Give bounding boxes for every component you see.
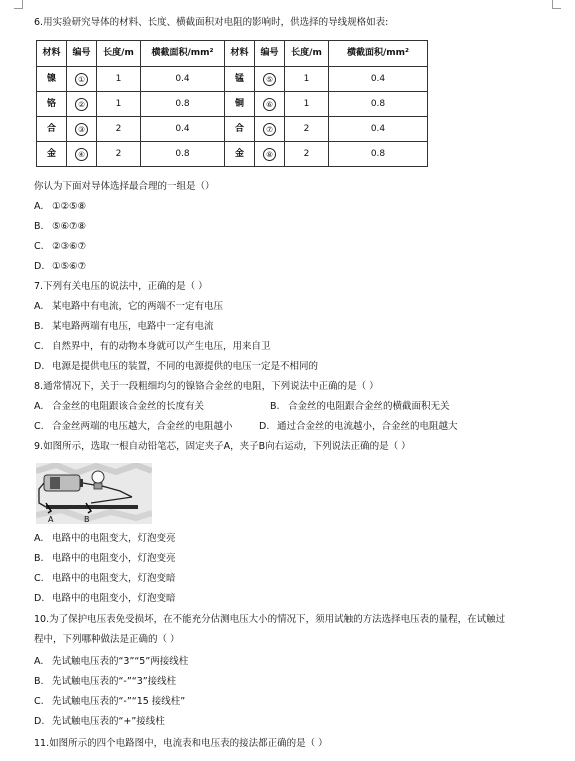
option-text: 通过合金丝的电流越小，合金丝的电阻越大 xyxy=(277,421,458,432)
q7-option-b xyxy=(34,321,214,333)
q9-option-b xyxy=(34,553,176,565)
material-char: 金 xyxy=(37,142,67,167)
wire-id: ① xyxy=(75,73,88,86)
q11-stem: 11.如图所示的四个电路图中，电流表和电压表的接法都正确的是（ ） xyxy=(34,738,328,749)
option-label: D. xyxy=(34,716,45,727)
option-text: 合金丝的电阻跟该合金丝的长度有关 xyxy=(52,401,205,412)
wire-spec-table xyxy=(36,40,428,167)
option-text: 先试触电压表的“+”接线柱 xyxy=(52,716,165,727)
circuit-illustration xyxy=(36,463,152,524)
option-label: B. xyxy=(270,401,280,412)
option-text: 电源是提供电压的装置，不同的电源提供的电压一定是不相同的 xyxy=(52,361,319,372)
option-label: C. xyxy=(34,341,44,352)
length-cell: 2 xyxy=(97,142,141,167)
q9-option-c xyxy=(34,573,176,585)
option-label: A. xyxy=(34,401,44,412)
header-cell: 横截面积/mm² xyxy=(329,41,428,67)
option-label: B. xyxy=(34,221,44,232)
q8-stem: 8.通常情况下，关于一段粗细均匀的镍铬合金丝的电阻，下列说法中正确的是（ ） xyxy=(34,381,379,392)
wire-id: ⑧ xyxy=(263,148,276,161)
q6-option-a xyxy=(34,201,86,213)
option-text: 先试触电压表的“-”“15 接线柱” xyxy=(52,696,186,707)
option-text: 电路中的电阻变大，灯泡变亮 xyxy=(52,533,176,544)
q10-stem-line1: 10.为了保护电压表免受损坏，在不能充分估测电压大小的情况下，须用试触的方法选择电压表的量程，在试触过 xyxy=(34,614,506,625)
q9-option-a xyxy=(34,533,176,545)
option-label: C. xyxy=(34,421,44,432)
q10-option-d xyxy=(34,716,165,728)
wire-id: ⑥ xyxy=(263,98,276,111)
option-text: 电路中的电阻变大，灯泡变暗 xyxy=(52,573,176,584)
pencil-lead-circuit-figure xyxy=(36,463,152,524)
q7-option-d xyxy=(34,361,318,373)
q10-stem-line2: 程中，下列哪种做法是正确的（ ） xyxy=(34,634,180,645)
q6-option-b xyxy=(34,221,86,233)
header-cell: 长度/m xyxy=(285,41,329,67)
option-text: 先试触电压表的“-”“3”接线柱 xyxy=(52,676,177,687)
option-text: 自然界中，有的动物本身就可以产生电压，用来自卫 xyxy=(52,341,271,352)
wire-id-cell xyxy=(67,67,97,92)
area-cell: 0.8 xyxy=(329,92,428,117)
q9-stem: 9.如图所示，选取一根自动铅笔芯，固定夹子A，夹子B向右运动，下列说法正确的是（ ） xyxy=(34,441,411,452)
option-text: 合金丝的电阻跟合金丝的横截面积无关 xyxy=(288,401,450,412)
page-corner-mark-right xyxy=(552,0,561,9)
q6-stem: 6.用实验研究导体的材料、长度、横截面积对电阻的影响时，供选择的导线规格如表: xyxy=(34,17,389,28)
q10-option-c xyxy=(34,696,185,708)
area-cell: 0.8 xyxy=(141,142,225,167)
wire-id-cell xyxy=(255,117,285,142)
wire-id-cell xyxy=(255,142,285,167)
material-char: 铬 xyxy=(37,92,67,117)
header-cell: 编号 xyxy=(255,41,285,67)
area-cell: 0.8 xyxy=(141,92,225,117)
wire-id: ④ xyxy=(75,148,88,161)
header-cell: 材料 xyxy=(37,41,67,67)
material-char: 合 xyxy=(225,117,255,142)
option-text: ①②⑤⑧ xyxy=(52,201,87,212)
wire-id-cell xyxy=(67,117,97,142)
option-text: 合金丝两端的电压越大，合金丝的电阻越小 xyxy=(52,421,233,432)
material-char: 金 xyxy=(225,142,255,167)
q10-option-a xyxy=(34,656,188,668)
length-cell: 1 xyxy=(285,92,329,117)
header-cell: 编号 xyxy=(67,41,97,67)
table-header-row xyxy=(37,41,428,67)
option-label: A. xyxy=(34,656,44,667)
option-text: 某电路中有电流，它的两端不一定有电压 xyxy=(52,301,224,312)
wire-id-cell xyxy=(67,92,97,117)
table-row xyxy=(37,67,428,92)
option-text: 某电路两端有电压，电路中一定有电流 xyxy=(52,321,214,332)
wire-id: ② xyxy=(75,98,88,111)
clip-b-label: B xyxy=(84,515,90,524)
option-text: ②③⑥⑦ xyxy=(52,241,87,252)
clip-a-label: A xyxy=(48,515,54,524)
q8-option-c xyxy=(34,421,233,433)
option-label: A. xyxy=(34,533,44,544)
wire-id-cell xyxy=(255,67,285,92)
wire-id-cell xyxy=(255,92,285,117)
option-label: D. xyxy=(259,421,270,432)
material-char: 铜 xyxy=(225,92,255,117)
header-cell: 长度/m xyxy=(97,41,141,67)
option-label: B. xyxy=(34,553,44,564)
material-char: 镍 xyxy=(37,67,67,92)
wire-id: ⑤ xyxy=(263,73,276,86)
table-row xyxy=(37,142,428,167)
page-corner-mark-left xyxy=(14,0,23,9)
material-char: 合 xyxy=(37,117,67,142)
option-label: D. xyxy=(34,593,45,604)
wire-id: ③ xyxy=(75,123,88,136)
q6-option-d xyxy=(34,261,86,273)
option-label: A. xyxy=(34,301,44,312)
length-cell: 2 xyxy=(285,117,329,142)
option-text: 电路中的电阻变小，灯泡变暗 xyxy=(52,593,176,604)
option-text: ①⑤⑥⑦ xyxy=(52,261,87,272)
length-cell: 2 xyxy=(97,117,141,142)
length-cell: 1 xyxy=(285,67,329,92)
length-cell: 2 xyxy=(285,142,329,167)
option-text: ⑤⑥⑦⑧ xyxy=(52,221,87,232)
q6-option-c xyxy=(34,241,86,253)
q8-option-d xyxy=(259,421,458,433)
option-label: C. xyxy=(34,241,44,252)
option-label: B. xyxy=(34,676,44,687)
option-label: D. xyxy=(34,361,45,372)
area-cell: 0.4 xyxy=(329,117,428,142)
option-label: C. xyxy=(34,696,44,707)
length-cell: 1 xyxy=(97,92,141,117)
header-cell: 横截面积/mm² xyxy=(141,41,225,67)
length-cell: 1 xyxy=(97,67,141,92)
q7-stem: 7.下列有关电压的说法中，正确的是（ ） xyxy=(34,281,208,292)
option-text: 先试触电压表的“3”“5”两接线柱 xyxy=(52,656,189,667)
q8-option-b xyxy=(270,401,450,413)
option-label: D. xyxy=(34,261,45,272)
q9-option-d xyxy=(34,593,176,605)
wire-id-cell xyxy=(67,142,97,167)
q7-option-c xyxy=(34,341,271,353)
table-row xyxy=(37,117,428,142)
area-cell: 0.4 xyxy=(141,117,225,142)
area-cell: 0.4 xyxy=(329,67,428,92)
option-label: B. xyxy=(34,321,44,332)
q8-option-a xyxy=(34,401,204,413)
option-label: A. xyxy=(34,201,44,212)
q6-prompt: 你认为下面对导体选择最合理的一组是（） xyxy=(34,181,215,192)
area-cell: 0.4 xyxy=(141,67,225,92)
q7-option-a xyxy=(34,301,223,313)
header-cell: 材料 xyxy=(225,41,255,67)
option-text: 电路中的电阻变小，灯泡变亮 xyxy=(52,553,176,564)
material-char: 锰 xyxy=(225,67,255,92)
option-label: C. xyxy=(34,573,44,584)
table-row xyxy=(37,92,428,117)
wire-id: ⑦ xyxy=(263,123,276,136)
area-cell: 0.8 xyxy=(329,142,428,167)
q10-option-b xyxy=(34,676,176,688)
